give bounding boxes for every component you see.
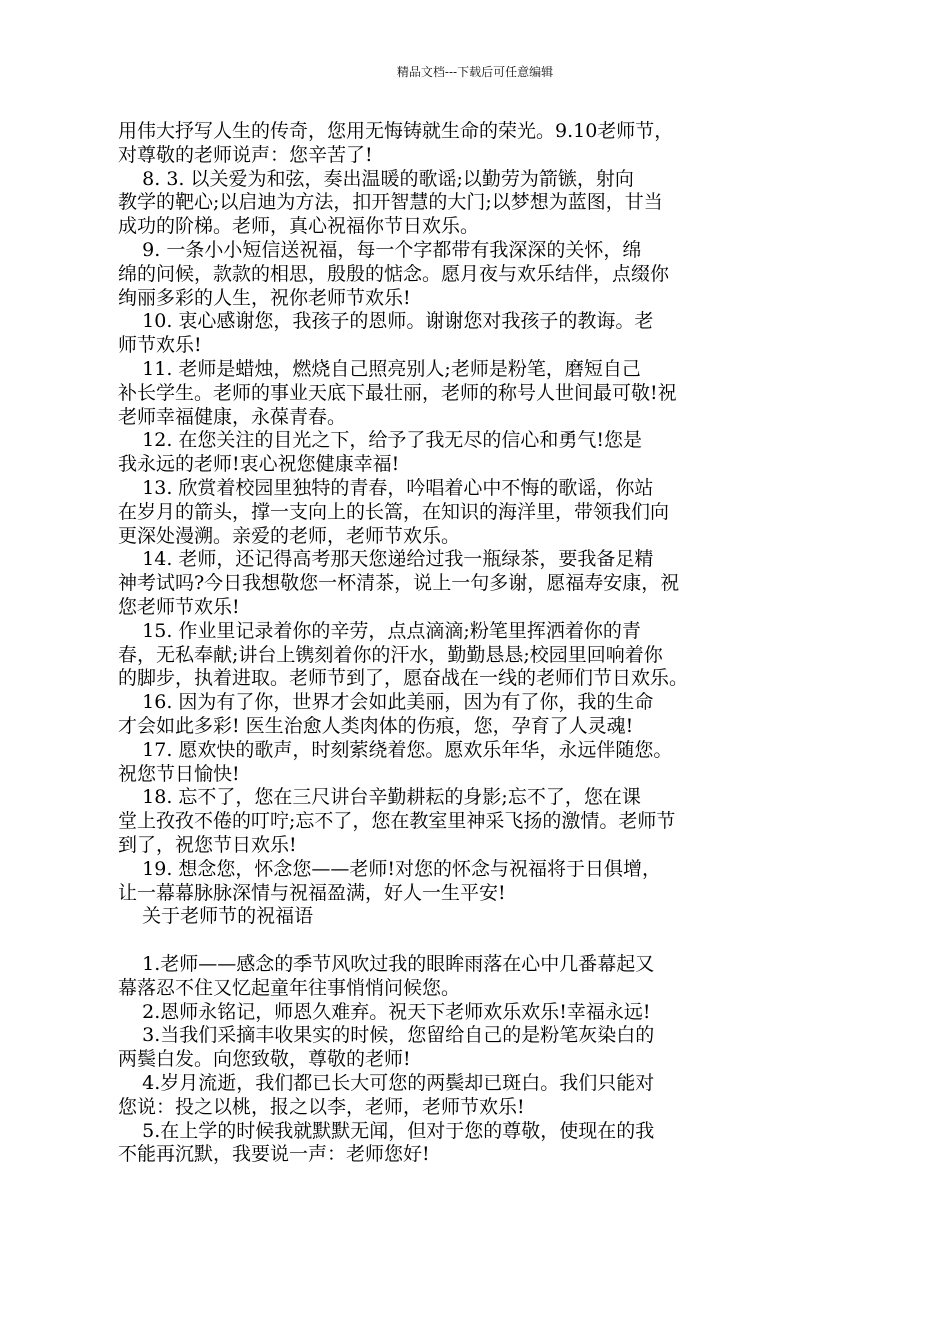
text-line: 在岁月的箭头，撑一支向上的长篙，在知识的海洋里，带领我们向 [118,500,670,523]
text-line: 春，无私奉献;讲台上镌刻着你的汗水，勤勤恳恳;校园里回响着你 [118,643,663,666]
text-line: 1.老师——感念的季节风吹过我的眼眸雨落在心中几番幕起又 [118,953,655,976]
text-line: 用伟大抒写人生的传奇，您用无悔铸就生命的荣光。9.10老师节， [118,120,674,142]
text-line: 绚丽多彩的人生，祝你老师节欢乐! [118,286,411,309]
text-line: 4.岁月流逝，我们都已长大可您的两鬓却已斑白。我们只能对 [118,1072,655,1095]
text-line: 17. 愿欢快的歌声，时刻萦绕着您。愿欢乐年华，永远伴随您。 [118,738,673,761]
section-list [118,953,826,1167]
text-line: 9. 一条小小短信送祝福，每一个字都带有我深深的关怀，绵 [118,238,642,261]
text-line: 对尊敬的老师说声：您辛苦了! [118,143,373,166]
text-line: 幕落忍不住又忆起童年往事悄悄问候您。 [118,976,461,999]
text-line: 不能再沉默，我要说一声：老师您好! [118,1143,430,1166]
text-line: 两鬓白发。向您致敬，尊敬的老师! [118,1048,411,1071]
text-line: 14. 老师，还记得高考那天您递给过我一瓶绿茶，要我备足精 [118,548,654,571]
text-line: 19. 想念您，怀念您——老师!对您的怀念与祝福将于日俱增， [118,857,662,880]
text-line: 绵的问候，款款的相思，殷殷的惦念。愿月夜与欢乐结伴，点缀你 [118,262,670,285]
section-heading: 关于老师节的祝福语 [118,905,314,928]
text-line: 5.在上学的时候我就默默无闻，但对于您的尊敬，使现在的我 [118,1119,655,1142]
section-list [118,120,826,929]
page-header: 精品文档---下载后可任意编辑 [396,65,554,79]
text-line: 2.恩师永铭记，师恩久难弃。祝天下老师欢乐欢乐!幸福永远! [118,1000,651,1023]
text-line: 神考试吗?今日我想敬您一杯清茶，说上一句多谢，愿福寿安康，祝 [118,572,680,595]
blank-line [118,929,826,953]
text-line: 堂上孜孜不倦的叮咛;忘不了，您在教室里神采飞扬的激情。老师节 [118,810,676,833]
text-line: 才会如此多彩! 医生治愈人类肉体的伤痕，您，孕育了人灵魂! [118,714,634,737]
text-line: 让一幕幕脉脉深情与祝福盈满，好人一生平安! [118,881,506,904]
text-line: 13. 欣赏着校园里独特的青春，吟唱着心中不悔的歌谣，你站 [118,476,654,499]
text-line: 11. 老师是蜡烛，燃烧自己照亮别人;老师是粉笔，磨短自己 [118,357,641,380]
text-line: 18. 忘不了，您在三尺讲台辛勤耕耘的身影;忘不了，您在课 [118,786,641,809]
text-line: 祝您节日愉快! [118,762,240,785]
text-line: 更深处漫溯。亲爱的老师，老师节欢乐。 [118,524,461,547]
text-line: 老师幸福健康，永葆青春。 [118,405,347,428]
text-line: 10. 衷心感谢您，我孩子的恩师。谢谢您对我孩子的教诲。老 [118,310,654,333]
document-body [118,120,826,1167]
text-line: 补长学生。老师的事业天底下最壮丽，老师的称号人世间最可敬!祝 [118,381,677,404]
text-line: 3.当我们采摘丰收果实的时候，您留给自己的是粉笔灰染白的 [118,1024,655,1047]
text-line: 我永远的老师!衷心祝您健康幸福! [118,453,400,476]
text-line: 您说：投之以桃，报之以李，老师，老师节欢乐! [118,1095,525,1118]
text-line: 您老师节欢乐! [118,595,240,618]
text-line: 16. 因为有了你，世界才会如此美丽，因为有了你，我的生命 [118,691,654,714]
text-line: 8. 3. 以关爱为和弦，奏出温暖的歌谣;以勤劳为箭镞，射向 [118,167,634,190]
text-line: 师节欢乐! [118,334,202,357]
text-line: 15. 作业里记录着你的辛劳，点点滴滴;粉笔里挥洒着你的青 [118,619,641,642]
text-line: 到了，祝您节日欢乐! [118,833,297,856]
text-line: 成功的阶梯。老师，真心祝福你节日欢乐。 [118,215,480,238]
text-line: 教学的靶心;以启迪为方法，扣开智慧的大门;以梦想为蓝图，甘当 [118,191,663,214]
text-line: 的脚步，执着进取。老师节到了，愿奋战在一线的老师们节日欢乐。 [118,667,689,690]
text-line: 12. 在您关注的目光之下，给予了我无尽的信心和勇气!您是 [118,429,643,452]
